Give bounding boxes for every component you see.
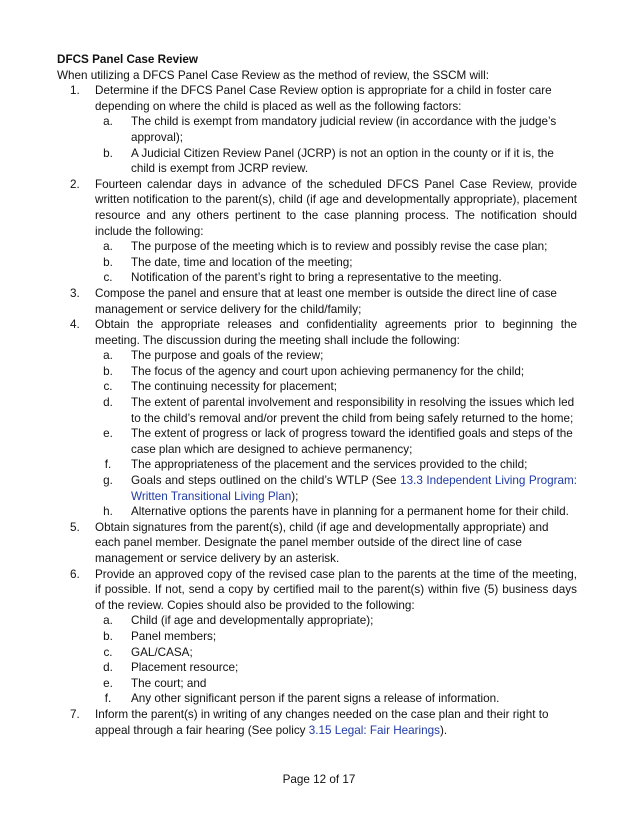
- sub-list-item: [95, 239, 577, 255]
- sub-item-letter: e.: [103, 676, 113, 690]
- item-number: 1.: [70, 84, 80, 98]
- sub-item-letter: h.: [103, 505, 113, 519]
- document-page: [57, 52, 577, 738]
- sub-item-letter: f.: [104, 692, 112, 706]
- sub-list-item: [95, 660, 577, 676]
- sub-item-letter: b.: [103, 364, 113, 378]
- sub-list-item: [95, 146, 577, 177]
- item-text: Compose the panel and ensure that at least one member is outside the direct line of case management or service delivery for the child/family;: [95, 286, 557, 316]
- list-item: [57, 520, 577, 567]
- sub-item-text: Any other significant person if the parent signs a release of information.: [131, 692, 500, 706]
- sub-item-letter: e.: [103, 427, 113, 441]
- sub-item-text: Notification of the parent’s right to bring a representative to the meeting.: [131, 271, 502, 285]
- sub-list: [95, 613, 577, 707]
- sub-item-letter: f.: [104, 458, 112, 472]
- sub-item-letter: b.: [103, 629, 113, 643]
- sub-item-letter: a.: [103, 115, 113, 129]
- sub-item-text: Alternative options the parents have in planning for a permanent home for their child.: [131, 505, 569, 519]
- sub-item-text: The extent of progress or lack of progress toward the identified goals and steps of the case plan which are designed to achieve permanency;: [131, 427, 573, 456]
- sub-item-text: The purpose and goals of the review;: [131, 349, 324, 363]
- sub-list-item: [95, 395, 577, 426]
- sub-list-item: [95, 348, 577, 364]
- sub-item-text: Panel members;: [131, 629, 217, 643]
- section-heading: DFCS Panel Case Review: [57, 53, 198, 66]
- item-text: Obtain the appropriate releases and confidentiality agreements prior to beginning the meeting. The discussion during the meeting shall include the following:: [95, 318, 577, 347]
- sub-list-item: [95, 473, 577, 504]
- sub-list-item: [95, 426, 577, 457]
- item-text: Determine if the DFCS Panel Case Review option is appropriate for a child in foster care depending on where the child is placed as well as the following factors:: [95, 84, 552, 113]
- item-text: Obtain signatures from the parent(s), child (if age and developmentally appropriate) and each panel member. Designate the panel member outside of the direct line of case management or service delivery by an asterisk.: [95, 520, 549, 565]
- sub-list-item: [95, 676, 577, 692]
- sub-list: [95, 239, 577, 286]
- sub-item-letter: c.: [103, 271, 113, 285]
- sub-item-text: The focus of the agency and court upon achieving permanency for the child;: [131, 364, 525, 378]
- fair-hearings-policy-link[interactable]: 3.15 Legal: Fair Hearings: [308, 723, 440, 737]
- sub-item-text: [131, 473, 577, 504]
- page-number: Page 12 of 17: [282, 773, 356, 786]
- sub-list-item: [95, 379, 577, 395]
- sub-item-text: The extent of parental involvement and responsibility in resolving the issues which led to the child’s removal and/or prevent the child from being safely returned to the home;: [131, 396, 575, 425]
- sub-item-text: Placement resource;: [131, 661, 239, 675]
- sub-item-text: The appropriateness of the placement and the services provided to the child;: [131, 458, 528, 472]
- sub-item-letter: a.: [103, 240, 113, 254]
- sub-item-text: The date, time and location of the meeting;: [131, 255, 353, 269]
- sub-item-text-before: Goals and steps outlined on the child’s WTLP (See: [131, 474, 401, 488]
- list-item: [57, 83, 577, 177]
- steps-list: [57, 83, 577, 738]
- list-item: [57, 286, 577, 317]
- item-number: 2.: [70, 177, 80, 191]
- sub-list-item: [95, 364, 577, 380]
- item-number: 3.: [70, 286, 80, 300]
- item-text: Fourteen calendar days in advance of the scheduled DFCS Panel Case Review, provide written notification to the parent(s), child (if age and developmentally appropriate), placement resource and any others pertinent to the case planning process. The notification should include the following:: [95, 177, 577, 238]
- sub-item-text: A Judicial Citizen Review Panel (JCRP) is not an option in the county or if it is, the child is exempt from JCRP review.: [131, 146, 554, 176]
- sub-list-item: [95, 691, 577, 707]
- item-number: 7.: [70, 707, 80, 721]
- sub-item-text: The purpose of the meeting which is to review and possibly revise the case plan;: [131, 240, 548, 254]
- sub-list: [95, 114, 577, 176]
- sub-list: [95, 348, 577, 520]
- sub-item-text: Child (if age and developmentally appropriate);: [131, 614, 374, 628]
- sub-item-letter: c.: [103, 380, 113, 394]
- sub-list-item: [95, 613, 577, 629]
- sub-item-text: The court; and: [131, 676, 207, 690]
- list-item: [57, 707, 577, 738]
- list-item: [57, 567, 577, 707]
- sub-item-letter: g.: [103, 474, 113, 488]
- item-text-before: Inform the parent(s) in writing of any changes needed on the case plan and their right to appeal through a fair hearing (See policy: [95, 707, 549, 737]
- sub-item-letter: c.: [103, 645, 113, 659]
- sub-item-text-after: );: [291, 489, 299, 503]
- item-number: 5.: [70, 520, 80, 534]
- sub-item-letter: a.: [103, 614, 113, 628]
- item-number: 6.: [70, 567, 80, 581]
- sub-list-item: [95, 629, 577, 645]
- item-text: [95, 707, 577, 738]
- list-item: [57, 317, 577, 520]
- sub-item-text: GAL/CASA;: [131, 645, 193, 659]
- item-text-after: ).: [440, 723, 448, 737]
- sub-item-letter: b.: [103, 146, 113, 160]
- sub-list-item: [95, 270, 577, 286]
- sub-list-item: [95, 504, 577, 520]
- sub-item-text: The continuing necessity for placement;: [131, 380, 337, 394]
- wtlp-policy-link[interactable]: 13.3 Independent Living Program: Written Transitional Living Plan: [131, 474, 577, 503]
- item-number: 4.: [70, 318, 80, 332]
- list-item: [57, 177, 577, 286]
- sub-list-item: [95, 114, 577, 145]
- sub-item-letter: d.: [103, 661, 113, 675]
- sub-item-letter: b.: [103, 255, 113, 269]
- item-text: Provide an approved copy of the revised case plan to the parents at the time of the meeting, if possible. If not, send a copy by certified mail to the parent(s) within five (5) business days of the review. Copies should also be provided to the following:: [95, 567, 577, 612]
- sub-list-item: [95, 457, 577, 473]
- sub-item-letter: a.: [103, 349, 113, 363]
- intro-paragraph: When utilizing a DFCS Panel Case Review as the method of review, the SSCM will:: [57, 68, 489, 82]
- sub-list-item: [95, 255, 577, 271]
- sub-item-letter: d.: [103, 396, 113, 410]
- sub-list-item: [95, 645, 577, 661]
- sub-item-text: The child is exempt from mandatory judicial review (in accordance with the judge’s approval);: [131, 115, 557, 144]
